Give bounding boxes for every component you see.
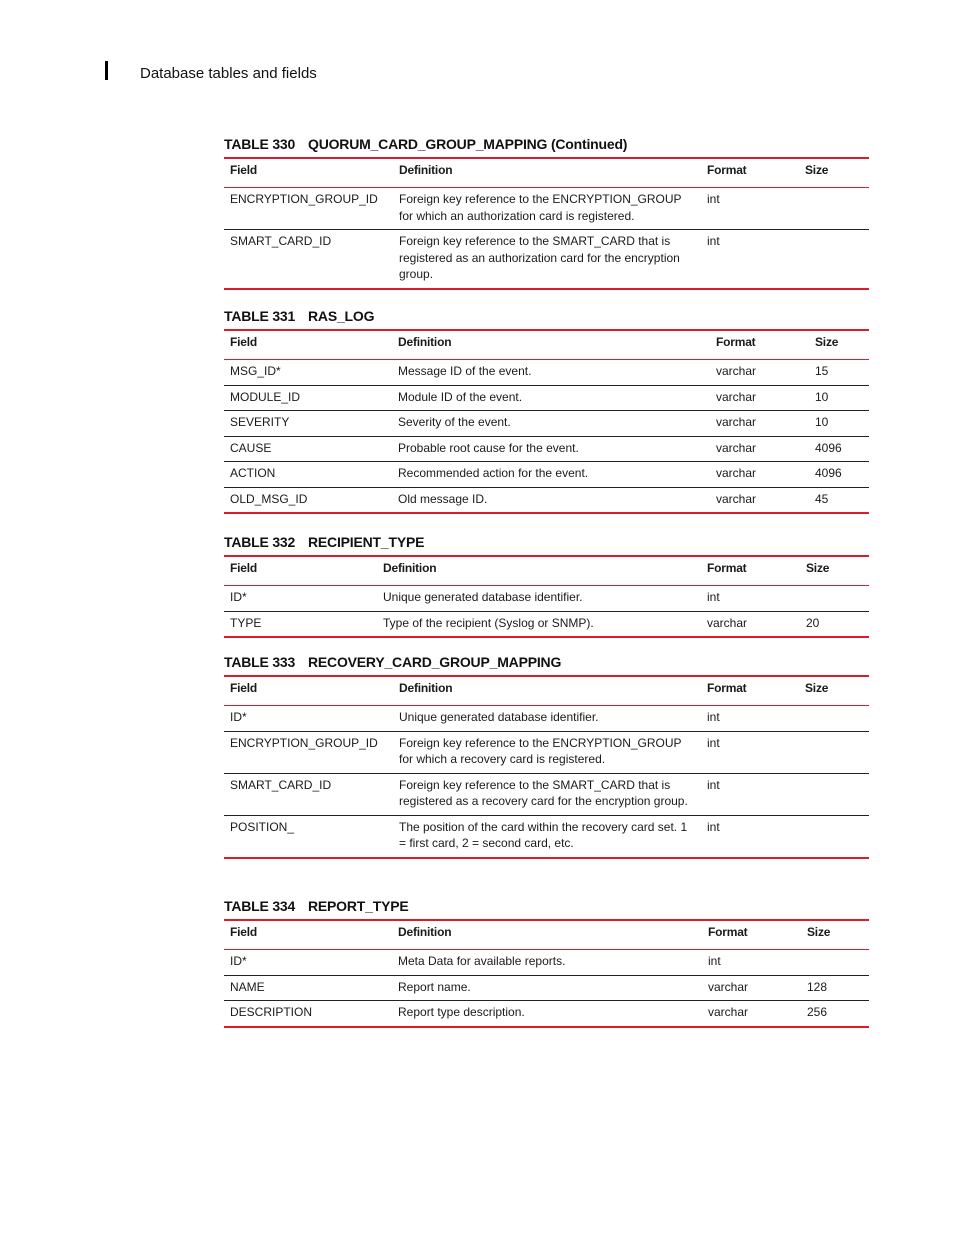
table-cell [799,230,869,289]
table-cell: int [702,950,801,976]
table-cell: 45 [815,491,829,506]
table-number: TABLE 333 [224,654,296,670]
header-row [224,158,869,188]
data-table [224,555,869,638]
table-row [224,975,869,1001]
table-cell: Unique generated database identifier. [393,706,701,732]
column-header: Size [799,158,869,188]
column-header: Definition [392,920,702,950]
table-row [224,411,869,437]
table-number: TABLE 331 [224,308,296,324]
table-cell: Old message ID. [398,491,488,506]
header-row [224,676,869,706]
table-row [224,950,869,976]
table-row [224,1001,869,1027]
margin-change-bar [105,61,108,80]
table-row [224,230,869,289]
table-cell: varchar [710,436,809,462]
column-header: Size [799,676,869,706]
table-cell [799,731,869,773]
table-name: RECIPIENT_TYPE [308,534,425,550]
table-row [224,706,869,732]
table-cell: POSITION_ [230,819,295,834]
table-0 [224,135,869,290]
table-caption [224,533,869,555]
table-cell: varchar [710,462,809,488]
table-cell: int [701,586,800,612]
data-table [224,157,869,290]
table-cell: Unique generated database identifier. [377,586,701,612]
table-cell: 10 [809,411,869,437]
table-cell: Report name. [392,975,702,1001]
column-header: Field [224,330,392,360]
header-row [224,556,869,586]
table-cell: varchar [710,360,809,386]
table-1 [224,307,869,514]
column-header: Field [224,676,393,706]
table-cell: Foreign key reference to the ENCRYPTION_GROUP for which an authorization card is registered. [393,188,701,230]
table-cell [799,188,869,230]
table-name: RAS_LOG [308,308,375,324]
table-cell: varchar [710,411,809,437]
table-cell: varchar [702,975,801,1001]
table-cell [800,586,869,612]
column-header: Size [801,920,869,950]
table-cell: 20 [806,615,820,630]
table-cell: 256 [807,1005,828,1019]
table-cell: Recommended action for the event. [392,462,710,488]
column-header: Definition [393,676,701,706]
table-cell: ID* [224,706,393,732]
column-header: Format [710,330,809,360]
table-cell: SMART_CARD_ID [224,773,393,815]
table-cell: ACTION [224,462,392,488]
column-header: Size [809,330,869,360]
table-number: TABLE 330 [224,136,296,152]
column-header: Definition [377,556,701,586]
table-cell: int [701,706,799,732]
table-cell: Probable root cause for the event. [392,436,710,462]
table-cell: Module ID of the event. [392,385,710,411]
table-cell: ENCRYPTION_GROUP_ID [224,731,393,773]
table-number: TABLE 332 [224,534,296,550]
table-cell: Report type description. [398,1005,525,1019]
table-cell [799,706,869,732]
table-name: QUORUM_CARD_GROUP_MAPPING (Continued) [308,136,628,152]
table-2 [224,533,869,638]
data-table [224,329,869,514]
column-header: Format [701,676,799,706]
table-cell: varchar [708,1005,749,1019]
table-cell: int [701,188,799,230]
table-cell: MSG_ID* [224,360,392,386]
table-cell: Meta Data for available reports. [392,950,702,976]
table-cell: 128 [801,975,869,1001]
table-cell: ENCRYPTION_GROUP_ID [224,188,393,230]
table-cell: int [707,819,720,834]
table-cell [799,773,869,815]
table-cell: ID* [224,586,377,612]
table-number: TABLE 334 [224,898,296,914]
table-name: REPORT_TYPE [308,898,409,914]
column-header: Format [701,158,799,188]
table-row [224,731,869,773]
table-row [224,773,869,815]
table-row [224,611,869,637]
table-cell: varchar [710,385,809,411]
table-3 [224,653,869,859]
table-cell: 10 [809,385,869,411]
table-caption [224,135,869,157]
table-row [224,188,869,230]
table-cell: Foreign key reference to the SMART_CARD that is registered as a recovery card for the encryption group. [393,773,701,815]
table-row [224,360,869,386]
table-cell: int [707,234,720,248]
table-cell: Foreign key reference to the ENCRYPTION_GROUP for which a recovery card is registered. [393,731,701,773]
table-cell: Message ID of the event. [392,360,710,386]
table-row [224,436,869,462]
column-header: Format [702,920,801,950]
table-cell: 4096 [809,462,869,488]
table-cell: CAUSE [224,436,392,462]
data-table [224,675,869,859]
table-cell: DESCRIPTION [230,1005,313,1019]
table-caption [224,307,869,329]
table-cell: Type of the recipient (Syslog or SNMP). [383,615,594,630]
table-caption [224,897,869,919]
column-header: Field [224,920,392,950]
table-cell: MODULE_ID [224,385,392,411]
table-cell: int [701,773,799,815]
column-header: Size [800,556,869,586]
column-header: Definition [393,158,701,188]
table-cell: ID* [224,950,392,976]
data-table [224,919,869,1028]
table-row [224,385,869,411]
column-header: Field [224,158,393,188]
column-header: Format [701,556,800,586]
table-cell: varchar [716,491,757,506]
table-row [224,815,869,858]
table-cell: int [701,731,799,773]
table-cell: 15 [809,360,869,386]
table-caption [224,653,869,675]
table-cell: TYPE [230,615,262,630]
column-header: Definition [392,330,710,360]
running-header: Database tables and fields [140,65,317,82]
table-row [224,586,869,612]
table-cell: NAME [224,975,392,1001]
header-row [224,920,869,950]
table-row [224,487,869,513]
table-cell: OLD_MSG_ID [230,491,308,506]
table-row [224,462,869,488]
table-cell: Foreign key reference to the SMART_CARD that is registered as an authorization card for the encryption group. [399,234,680,281]
table-cell: SMART_CARD_ID [230,234,332,248]
header-row [224,330,869,360]
table-cell: Severity of the event. [392,411,710,437]
table-cell: varchar [707,615,748,630]
table-cell [801,950,869,976]
table-name: RECOVERY_CARD_GROUP_MAPPING [308,654,562,670]
table-4 [224,897,869,1028]
table-cell: SEVERITY [224,411,392,437]
table-cell: The position of the card within the recovery card set. 1 = first card, 2 = second card, etc. [399,819,688,850]
table-cell: 4096 [809,436,869,462]
table-cell [799,815,869,858]
column-header: Field [224,556,377,586]
